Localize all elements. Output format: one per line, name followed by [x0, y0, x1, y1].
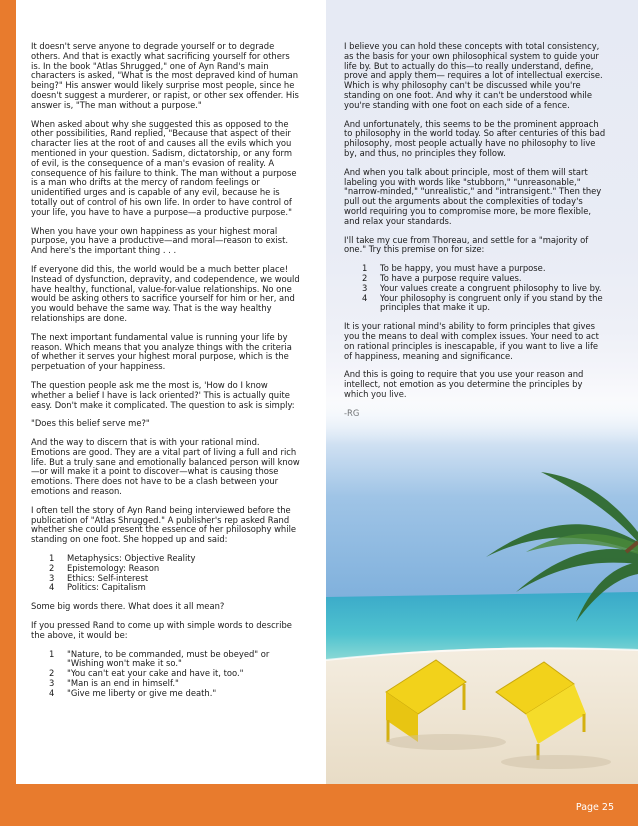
left-column: [31, 42, 301, 708]
list-item: [344, 294, 606, 314]
page-number: Page 25: [575, 802, 614, 813]
list-item: [31, 583, 301, 593]
numbered-list: [31, 554, 301, 593]
list-number: 2: [49, 562, 55, 573]
paragraph: The question people ask me the most is, 'How do I know whether a belief I have is lack oriented?' This is actually quite easy. Don't make it complicated. The question to ask is simply:: [31, 379, 295, 410]
paragraph: I believe you can hold these concepts with total consistency, as the basis for your own philosophical system to guide your life by. But to actually do this—to really understand, define, prove and apply them— requires a lot of intellectual exercise. Which is why philosophy can't be discussed while you're standing on one foot. And why it can't be understood while you're standing with one foot on each side of a fence.: [344, 41, 603, 110]
paragraph: And when you talk about principle, most of them will start labeling you with words like "stubborn," "unreasonable," "narrow-minded," "unrealistic," and "intransigent." Then they pull out the arguments about the complexities of today's world requiring you to compromise more, be more flexible, and relax your standards.: [344, 166, 602, 226]
footer-bar: [0, 784, 638, 826]
list-text: Your philosophy is congruent only if you stand by the principles that make it up.: [380, 292, 603, 313]
paragraph: And this is going to require that you use your reason and intellect, not emotion as you determine the principles by: [344, 369, 584, 390]
list-number: 4: [362, 292, 368, 303]
list-text: To be happy, you must have a purpose.: [380, 263, 546, 274]
paragraph: If everyone did this, the world would be a much better place! Instead of dysfunction, depravity, and codependence, we would have healthy, functional, value-for-value relationships. No one would be asking others to sacrifice yourself for him or her, and you would behave the same way. That is the way healthy relationships are done.: [31, 263, 300, 323]
list-text: Epistemology: Reason: [67, 562, 160, 573]
left-orange-strip: [0, 0, 16, 826]
paragraph: If you pressed Rand to come up with simple words to describe the above, it would be:: [31, 620, 292, 640]
paragraph: It is your rational mind's ability to form principles that gives you the means to deal with complex issues. Your need to act on rational principles is inescapable, if you want to live a life of happiness, meaning and significance.: [344, 321, 599, 361]
beach-chairs-photo: [326, 392, 638, 784]
numbered-list: [344, 264, 606, 313]
paragraph: "Does this belief serve me?": [31, 418, 150, 429]
list-number: 3: [49, 572, 55, 583]
list-text: "Man is an end in himself.": [67, 678, 179, 689]
right-column: [344, 42, 606, 428]
numbered-list: [31, 650, 301, 699]
paragraph: And unfortunately, this seems to be the prominent approach to philosophy in the world today. So after centuries of this bad philosophy, most people actually have no philosophy to live by, and thus, no principles they follow.: [344, 118, 606, 158]
paragraph: When you have your own happiness as your highest moral purpose, you have a productive—and moral—reason to exist. And here's the important thing . . .: [31, 225, 289, 256]
paragraph: It doesn't serve anyone to degrade yourself or to degrade others. And that is exactly what sacrificing yourself for others is. In the book "Atlas Shrugged," one of Ayn Rand's main characters is asked, "What is the most depraved kind of human being?" His answer would likely surprise most people, since he doesn't suggest a murderer, or rapist, or other sex offender. His answer is, "The man without a purpose.": [31, 41, 299, 110]
list-number: 3: [49, 678, 55, 689]
list-text: "You can't eat your cake and have it, too.": [67, 668, 244, 679]
paragraph: And the way to discern that is with your rational mind. Emotions are good. They are a vital part of living a full and rich life. But a truly sane and emotionally balanced person will know—or will make it a point to discover—what is causing those emotions. There does not have to be a clash between your emotions and reason.: [31, 437, 300, 497]
list-number: 1: [362, 263, 368, 274]
list-text: Ethics: Self-interest: [67, 572, 149, 583]
list-number: 2: [49, 668, 55, 679]
list-number: 4: [49, 582, 55, 593]
paragraph: The next important fundamental value is running your life by reason. Which means that you analyze things with the criteria of whether it serves your highest moral purpose, which is the perpetuation of your happiness.: [31, 331, 292, 372]
paragraph: I often tell the story of Ayn Rand being interviewed before the publication of "Atlas Shrugged." A publisher's rep asked Rand whether she could present the essence of her philosophy while standing on one foot. She hopped up and said:: [31, 504, 297, 545]
list-text: "Nature, to be commanded, must be obeyed" or "Wishing won't make it so.": [67, 648, 270, 669]
list-number: 3: [362, 282, 368, 293]
paragraph: When asked about why she suggested this as opposed to the other possibilities, Rand replied, "Because that aspect of their character lies at the root of and causes all the evils which you mentioned in your question. Sadism, dictatorship, or any form of evil, is the consequence of a man's evasion of reality. A consequence of his failure to think. The man without a purpose is a man who drifts at the mercy of random feelings or unidentified urges and is capable of any evil, because he is totally out of control of his own life. In order to have control of your life, you have to have a purpose—a productive purpose.": [31, 118, 297, 217]
list-text: Your values create a congruent philosophy to live by.: [380, 282, 602, 293]
list-text: "Give me liberty or give me death.": [67, 687, 217, 698]
list-text: Metaphysics: Objective Reality: [67, 553, 196, 564]
list-text: Politics: Capitalism: [67, 582, 146, 593]
list-number: 4: [49, 687, 55, 698]
list-number: 1: [49, 553, 55, 564]
list-number: 2: [362, 272, 368, 283]
list-number: 1: [49, 648, 55, 659]
list-text: To have a purpose require values.: [380, 272, 522, 283]
paragraph: I'll take my cue from Thoreau, and settle for a "majority of one." Try this premise on for size:: [344, 234, 589, 255]
paragraph: Some big words there. What does it all mean?: [31, 601, 225, 612]
list-item: [31, 689, 301, 699]
list-item: [31, 650, 301, 670]
